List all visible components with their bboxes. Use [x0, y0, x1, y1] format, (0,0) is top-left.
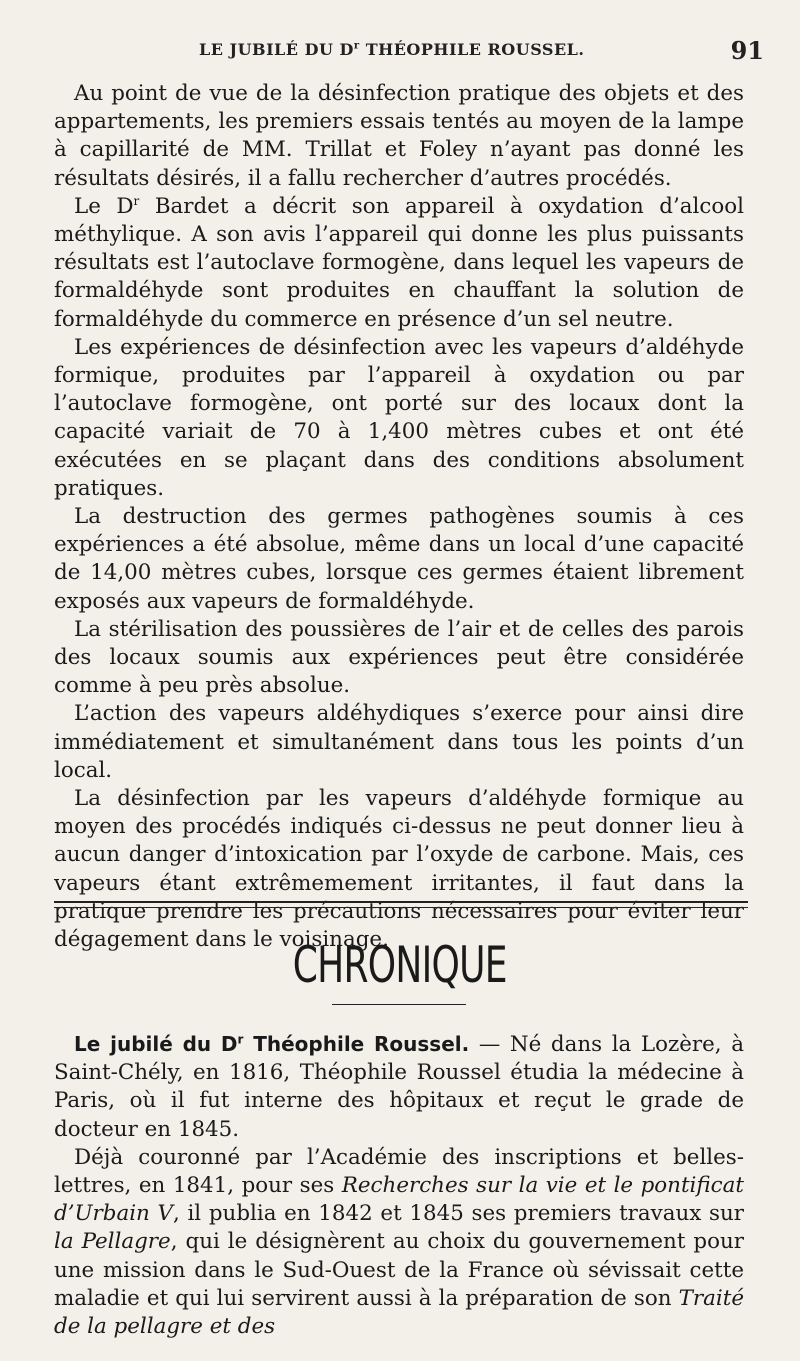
section-title: CHRONIQUE — [292, 936, 507, 994]
paragraph-rest: — Né dans la Lozère, à Saint-Chély, en 1816, Théophile Roussel étudia la médecine à Paris, où il fut interne des hôpitaux et reçut le grade de docteur en 1845. — [54, 1032, 744, 1142]
article-lead-text: Le jubilé du D — [74, 1032, 238, 1056]
section-divider-thin — [54, 907, 748, 908]
paragraph-rest: Bardet a décrit son appareil à oxydation d’alcool méthylique. A son avis l’appareil qui donne les plus puissants résultats est l’autoclave formogène, dans lequel les vapeurs de formaldéhyde sont produites en chauffant la solution de formaldéhyde du commerce en présence d’un sel neutre. — [54, 193, 744, 332]
title-underline — [332, 1004, 466, 1005]
page-number: 91 — [730, 36, 764, 65]
paragraph — [54, 193, 744, 334]
paragraph: Au point de vue de la désinfection pratique des objets et des appartements, les premiers essais tentés au moyen de la lampe à capillarité de MM. Trillat et Foley n’ayant pas donné les résultats désirés, il a fallu rechercher d’autres procédés. — [54, 81, 744, 191]
article-lead-text-end: Théophile Roussel. — [243, 1032, 470, 1056]
book-title: Traité de la pellagre et des — [54, 1285, 744, 1340]
running-head — [199, 40, 584, 59]
running-head-text-end: THÉOPHILE ROUSSEL. — [359, 40, 585, 59]
body-text — [54, 80, 744, 954]
article-lead — [74, 1032, 469, 1056]
section-divider-thick — [54, 901, 748, 903]
paragraph — [54, 1144, 744, 1341]
page-header — [54, 36, 770, 72]
book-title: la Pellagre — [54, 1229, 171, 1255]
superscript: r — [133, 193, 140, 208]
paragraph-start: Le D — [74, 193, 134, 219]
superscript: r — [237, 1032, 244, 1047]
book-title: Recherches sur la vie et le pontificat d’Urbain V — [54, 1173, 744, 1227]
paragraph-part: , qui le désignèrent au choix du gouvernement pour une mission dans le Sud-Ouest de la France où sévissait cette maladie et qui lui servirent aussi à la préparation de son — [54, 1229, 744, 1311]
paragraph: L’action des vapeurs aldéhydiques s’exerce pour ainsi dire immédiatement et simultanément dans tous les points d’un local. — [54, 701, 744, 783]
paragraph: La désinfection par les vapeurs d’aldéhyde formique au moyen des procédés indiqués ci-dessus ne peut donner lieu à aucun danger d’intoxication par l’oxyde de carbone. Mais, ces vapeurs étant extrêmemement irritantes, il faut dans la pratique prendre les précautions nécessaires pour éviter leur dégagement dans le voisinage. — [54, 786, 744, 953]
chronicle-text — [54, 1030, 744, 1341]
running-head-sup: r — [353, 40, 360, 52]
paragraph: La destruction des germes pathogènes soumis à ces expériences a été absolue, même dans un local d’une capacité de 14,00 mètres cubes, lorsque ces germes étaient librement exposés aux vapeurs de formaldéhyde. — [54, 504, 744, 614]
paragraph-part: Déjà couronné par l’Académie des inscriptions et belles-lettres, en 1841, pour ses — [54, 1144, 744, 1199]
paragraph-part: , il publia en 1842 et 1845 ses premiers travaux sur — [172, 1201, 744, 1227]
paragraph: Les expériences de désinfection avec les vapeurs d’aldéhyde formique, produites par l’appareil à oxydation ou par l’autoclave formogène, ont porté sur des locaux dont la capacité variait de 70 à 1,400 mètres cubes et ont été exécutées en se plaçant dans des conditions absolument pratiques. — [54, 334, 744, 501]
paragraph — [54, 1030, 744, 1144]
running-head-text: LE JUBILÉ DU D — [199, 40, 354, 59]
paragraph: La stérilisation des poussières de l’air et de celles des parois des locaux soumis aux expériences peut être considérée comme à peu près absolue. — [54, 616, 744, 699]
